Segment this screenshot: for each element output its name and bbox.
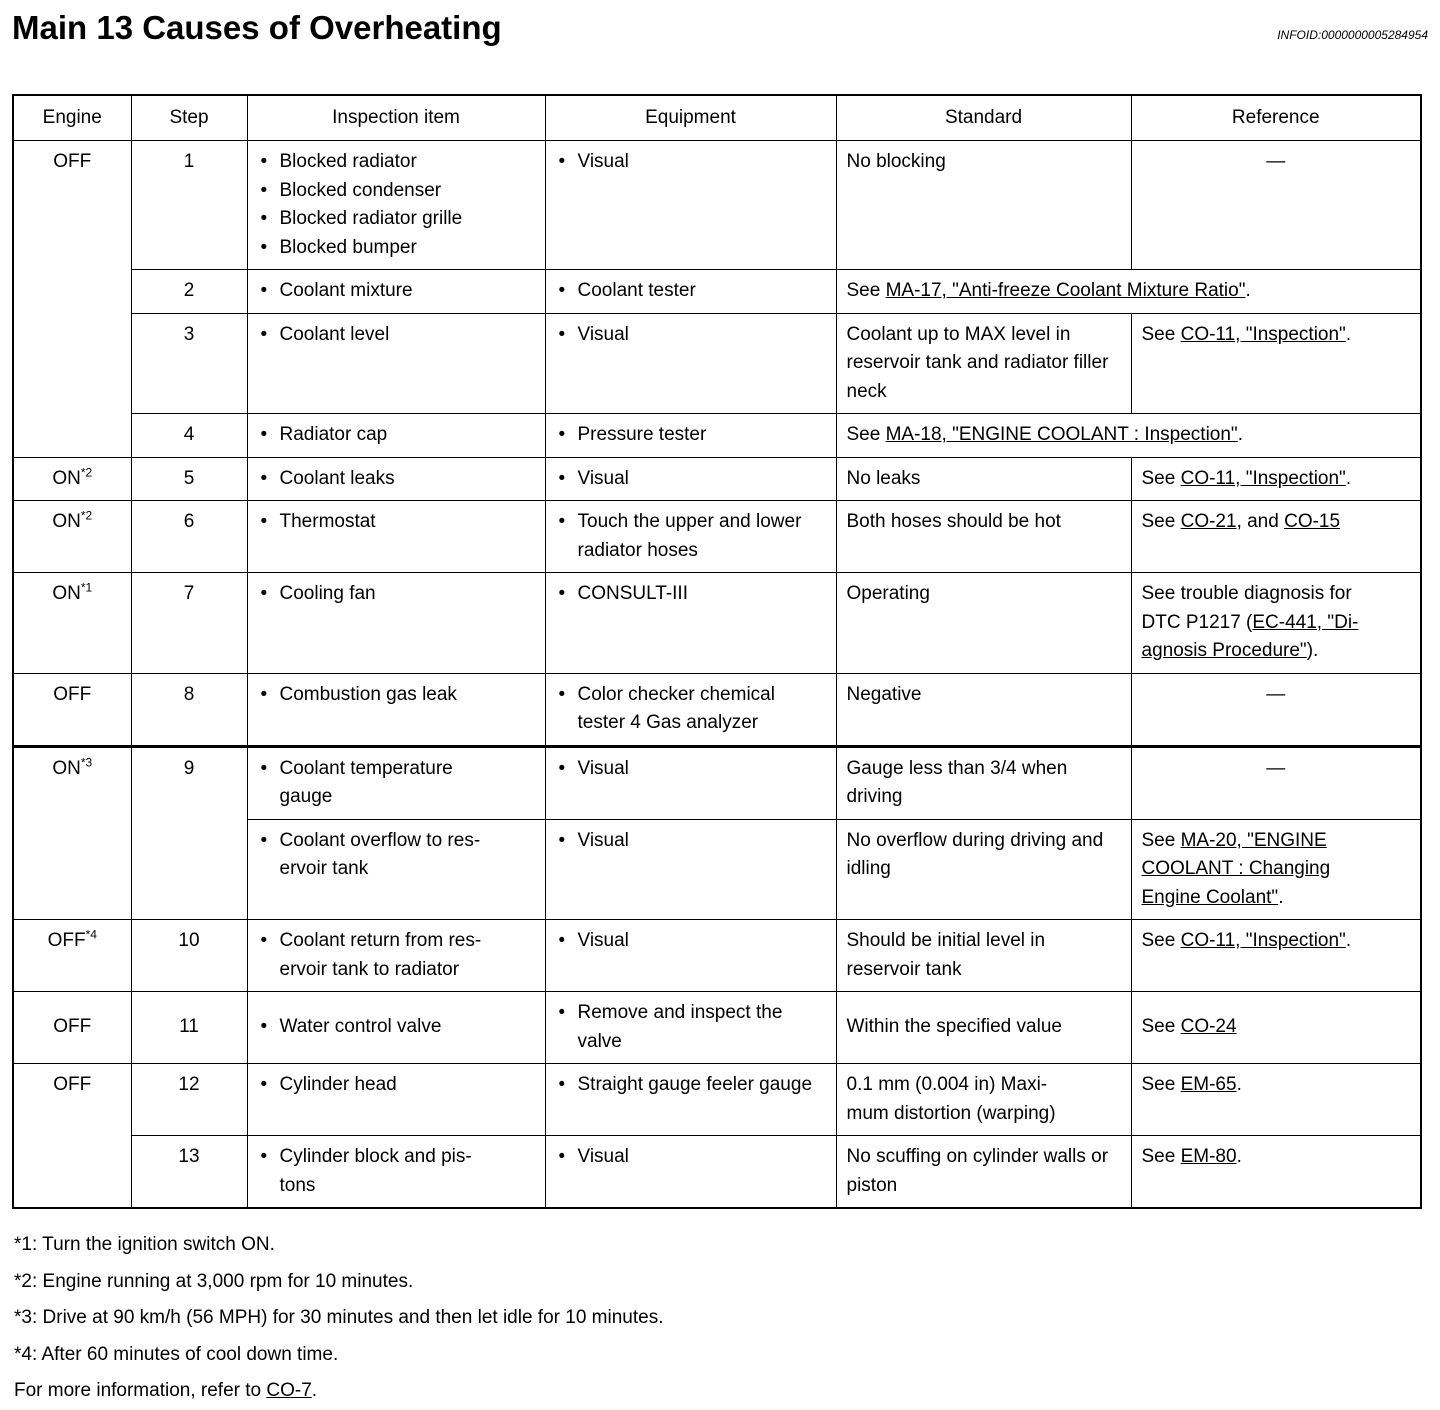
inspection-item-cell	[247, 1136, 545, 1209]
engine-footnote-marker: *3	[80, 755, 93, 770]
table-row-step-2	[13, 270, 1421, 314]
col-header-step: Step	[131, 95, 247, 141]
table-row-step-10	[13, 920, 1421, 992]
step-cell: 13	[131, 1136, 247, 1209]
step-cell: 11	[131, 992, 247, 1064]
standard-cell: Should be initial level in reservoir tank	[836, 920, 1131, 992]
standard-cell: No blocking	[836, 141, 1131, 270]
col-header-equipment: Equipment	[545, 95, 836, 141]
bullet-item: • Visual	[556, 827, 826, 856]
standard-cell: Operating	[836, 573, 1131, 674]
standard-cell: No scuffing on cylinder walls or piston	[836, 1136, 1131, 1209]
bullet-item: • Visual	[556, 755, 826, 784]
equipment-cell	[545, 573, 836, 674]
step-cell: 10	[131, 920, 247, 992]
reference-cell	[1131, 746, 1421, 819]
reference-cell: See CO-11, "Inspection".	[1131, 457, 1421, 501]
step-cell: 6	[131, 501, 247, 573]
bullet-item: • Coolant overflow to res- ervoir tank	[258, 827, 535, 884]
equipment-cell	[545, 501, 836, 573]
step-cell: 12	[131, 1064, 247, 1136]
equipment-cell	[545, 992, 836, 1064]
step-cell: 1	[131, 141, 247, 270]
engine-cell: OFF$^{*4}$	[13, 920, 131, 992]
bullet-item: • Coolant level	[258, 321, 535, 350]
equipment-cell	[545, 673, 836, 746]
step-cell: 8	[131, 673, 247, 746]
table-row-step-13	[13, 1136, 1421, 1209]
table-row-step-1	[13, 141, 1421, 270]
ref-link-ma-20-cont[interactable]: Engine Coolant"	[1141, 886, 1279, 908]
step-cell: 2	[131, 270, 247, 314]
ref-link-em-65[interactable]: EM-65	[1180, 1074, 1237, 1096]
engine-cell: ON$^{*2}$	[13, 457, 131, 501]
ref-link-ec-441-cont[interactable]: agnosis Procedure"	[1141, 640, 1307, 662]
ref-link-co-7[interactable]: CO-7	[266, 1380, 312, 1402]
engine-cell: ON$^{*1}$	[13, 573, 131, 674]
table-row-step-9a	[13, 746, 1421, 819]
em-dash: —	[1266, 683, 1286, 705]
reference-cell: See EM-80.	[1131, 1136, 1421, 1209]
bullet-item: • Visual	[556, 465, 826, 494]
ref-link-co-24[interactable]: CO-24	[1180, 1016, 1237, 1038]
bullet-item: • Visual	[556, 148, 826, 177]
engine-cell: OFF	[13, 992, 131, 1064]
bullet-item: • Blocked condenser	[258, 177, 535, 206]
bullet-item: • Visual	[556, 1143, 826, 1172]
standard-cell: 0.1 mm (0.004 in) Maxi- mum distortion (warping)	[836, 1064, 1131, 1136]
bullet-item: • Radiator cap	[258, 421, 535, 450]
ref-link-ma-18[interactable]: MA-18, "ENGINE COOLANT : Inspection"	[885, 424, 1238, 446]
step-cell: 9	[131, 746, 247, 920]
bullet-item: • Cylinder head	[258, 1071, 535, 1100]
bullet-item: • Coolant tester	[556, 277, 826, 306]
table-row-step-11	[13, 992, 1421, 1064]
bullet-item: • Pressure tester	[556, 421, 826, 450]
table-row-step-6	[13, 501, 1421, 573]
engine-cell: OFF	[13, 673, 131, 746]
ref-link-ma-17[interactable]: MA-17, "Anti-freeze Coolant Mixture Ratio"	[885, 280, 1246, 302]
reference-cell: See trouble diagnosis for DTC P1217 (EC-441, "Di- agnosis Procedure").	[1131, 573, 1421, 674]
engine-cell: OFF	[13, 141, 131, 458]
inspection-item-cell	[247, 270, 545, 314]
step-cell: 5	[131, 457, 247, 501]
header-row	[13, 95, 1421, 141]
inspection-item-cell	[247, 746, 545, 819]
inspection-item-cell	[247, 457, 545, 501]
step-cell: 4	[131, 414, 247, 458]
engine-footnote-marker: *1	[80, 580, 93, 595]
bullet-item: • Blocked bumper	[258, 234, 535, 263]
ref-link-co-15[interactable]: CO-15	[1284, 511, 1341, 533]
ref-link-em-80[interactable]: EM-80	[1180, 1146, 1237, 1168]
equipment-cell	[545, 457, 836, 501]
em-dash: —	[1266, 757, 1286, 779]
bullet-item: • Blocked radiator	[258, 148, 535, 177]
standard-cell: Coolant up to MAX level in reservoir tank and radiator filler neck	[836, 313, 1131, 414]
bullet-item: • Remove and inspect the valve	[556, 999, 826, 1056]
col-header-engine: Engine	[13, 95, 131, 141]
bullet-item: • Combustion gas leak	[258, 681, 535, 710]
reference-cell	[1131, 141, 1421, 270]
reference-cell: See CO-11, "Inspection".	[1131, 313, 1421, 414]
equipment-cell	[545, 746, 836, 819]
inspection-item-cell	[247, 1064, 545, 1136]
inspection-item-cell	[247, 819, 545, 920]
bullet-item: • Touch the upper and lower radiator hoses	[556, 508, 826, 565]
inspection-item-cell	[247, 501, 545, 573]
equipment-cell	[545, 920, 836, 992]
standard-cell: No leaks	[836, 457, 1131, 501]
ref-link-co-11[interactable]: CO-11, "Inspection"	[1180, 323, 1346, 345]
bullet-item: • Visual	[556, 321, 826, 350]
table-row-step-4	[13, 414, 1421, 458]
inspection-item-cell	[247, 573, 545, 674]
inspection-item-cell	[247, 673, 545, 746]
inspection-item-cell	[247, 992, 545, 1064]
bullet-item: • Blocked radiator grille	[258, 205, 535, 234]
col-header-inspection: Inspection item	[247, 95, 545, 141]
footnote-more-info: For more information, refer to CO-7.	[14, 1380, 318, 1402]
standard-cell: No overflow during driving and idling	[836, 819, 1131, 920]
equipment-cell	[545, 414, 836, 458]
bullet-item: • CONSULT-III	[556, 580, 826, 609]
standard-cell: Negative	[836, 673, 1131, 746]
engine-footnote-marker: *4	[85, 927, 97, 942]
inspection-item-cell	[247, 920, 545, 992]
footnote-3: *3: Drive at 90 km/h (56 MPH) for 30 minutes and then let idle for 10 minutes.	[14, 1307, 664, 1329]
bullet-item: • Cylinder block and pis- tons	[258, 1143, 535, 1200]
engine-cell: ON$^{*2}$	[13, 501, 131, 573]
table-row-step-3	[13, 313, 1421, 414]
col-header-standard: Standard	[836, 95, 1131, 141]
ref-link-ma-20[interactable]: MA-20, "ENGINE	[1180, 829, 1327, 851]
reference-cell: See CO-21, and CO-15	[1131, 501, 1421, 573]
bullet-item: • Coolant mixture	[258, 277, 535, 306]
table-row-step-8	[13, 673, 1421, 746]
bullet-item: • Cooling fan	[258, 580, 535, 609]
page-title: Main 13 Causes of Overheating	[12, 9, 502, 46]
table-row-step-7	[13, 573, 1421, 674]
engine-footnote-marker: *2	[80, 508, 93, 523]
reference-cell: See EM-65.	[1131, 1064, 1421, 1136]
ref-link-ma-20-cont[interactable]: COOLANT : Changing	[1141, 858, 1331, 880]
standard-cell: Both hoses should be hot	[836, 501, 1131, 573]
reference-cell: See CO-11, "Inspection".	[1131, 920, 1421, 992]
bullet-item: • Straight gauge feeler gauge	[556, 1071, 826, 1100]
ref-link-co-21[interactable]: CO-21	[1180, 511, 1237, 533]
footnote-2: *2: Engine running at 3,000 rpm for 10 minutes.	[14, 1270, 414, 1292]
inspection-item-cell	[247, 313, 545, 414]
bullet-item: • Color checker chemical tester 4 Gas analyzer	[556, 681, 826, 738]
standard-cell: Within the specified value	[836, 992, 1131, 1064]
standard-cell: Gauge less than 3/4 when driving	[836, 746, 1131, 819]
reference-cell: See CO-24	[1131, 992, 1421, 1064]
step-cell: 3	[131, 313, 247, 414]
equipment-cell	[545, 270, 836, 314]
bullet-item: • Water control valve	[258, 1013, 535, 1042]
equipment-cell	[545, 313, 836, 414]
engine-cell: OFF	[13, 1064, 131, 1209]
standard-reference-merged-cell: See MA-17, "Anti-freeze Coolant Mixture Ratio".	[836, 270, 1421, 314]
col-header-reference: Reference	[1131, 95, 1421, 141]
equipment-cell	[545, 1064, 836, 1136]
step-cell: 7	[131, 573, 247, 674]
engine-footnote-marker: *2	[80, 465, 93, 480]
bullet-item: • Coolant temperature gauge	[258, 755, 535, 812]
footnote-1: *1: Turn the ignition switch ON.	[14, 1234, 275, 1256]
reference-cell: See MA-20, "ENGINE COOLANT : Changing Engine Coolant".	[1131, 819, 1421, 920]
equipment-cell	[545, 1136, 836, 1209]
title-row	[12, 8, 1428, 48]
footnote-4: *4: After 60 minutes of cool down time.	[14, 1343, 339, 1365]
inspection-item-cell	[247, 141, 545, 270]
inspection-item-cell	[247, 414, 545, 458]
standard-reference-merged-cell: See MA-18, "ENGINE COOLANT : Inspection".	[836, 414, 1421, 458]
ref-link-co-11[interactable]: CO-11, "Inspection"	[1180, 930, 1346, 952]
overheating-causes-table	[12, 94, 1422, 1210]
table-row-step-12	[13, 1064, 1421, 1136]
engine-cell: ON$^{*3}$	[13, 746, 131, 920]
equipment-cell	[545, 141, 836, 270]
ref-link-co-11[interactable]: CO-11, "Inspection"	[1180, 467, 1346, 489]
bullet-item: • Coolant return from res- ervoir tank to radiator	[258, 927, 535, 984]
em-dash: —	[1266, 151, 1286, 173]
bullet-item: • Coolant leaks	[258, 465, 535, 494]
bullet-item: • Visual	[556, 927, 826, 956]
equipment-cell	[545, 819, 836, 920]
ref-link-ec-441[interactable]: EC-441, "Di-	[1252, 611, 1359, 633]
reference-cell	[1131, 673, 1421, 746]
footnotes	[12, 1231, 1428, 1406]
infoid-label: INFOID:0000000005284954	[1277, 28, 1428, 42]
table-row-step-5	[13, 457, 1421, 501]
bullet-item: • Thermostat	[258, 508, 535, 537]
